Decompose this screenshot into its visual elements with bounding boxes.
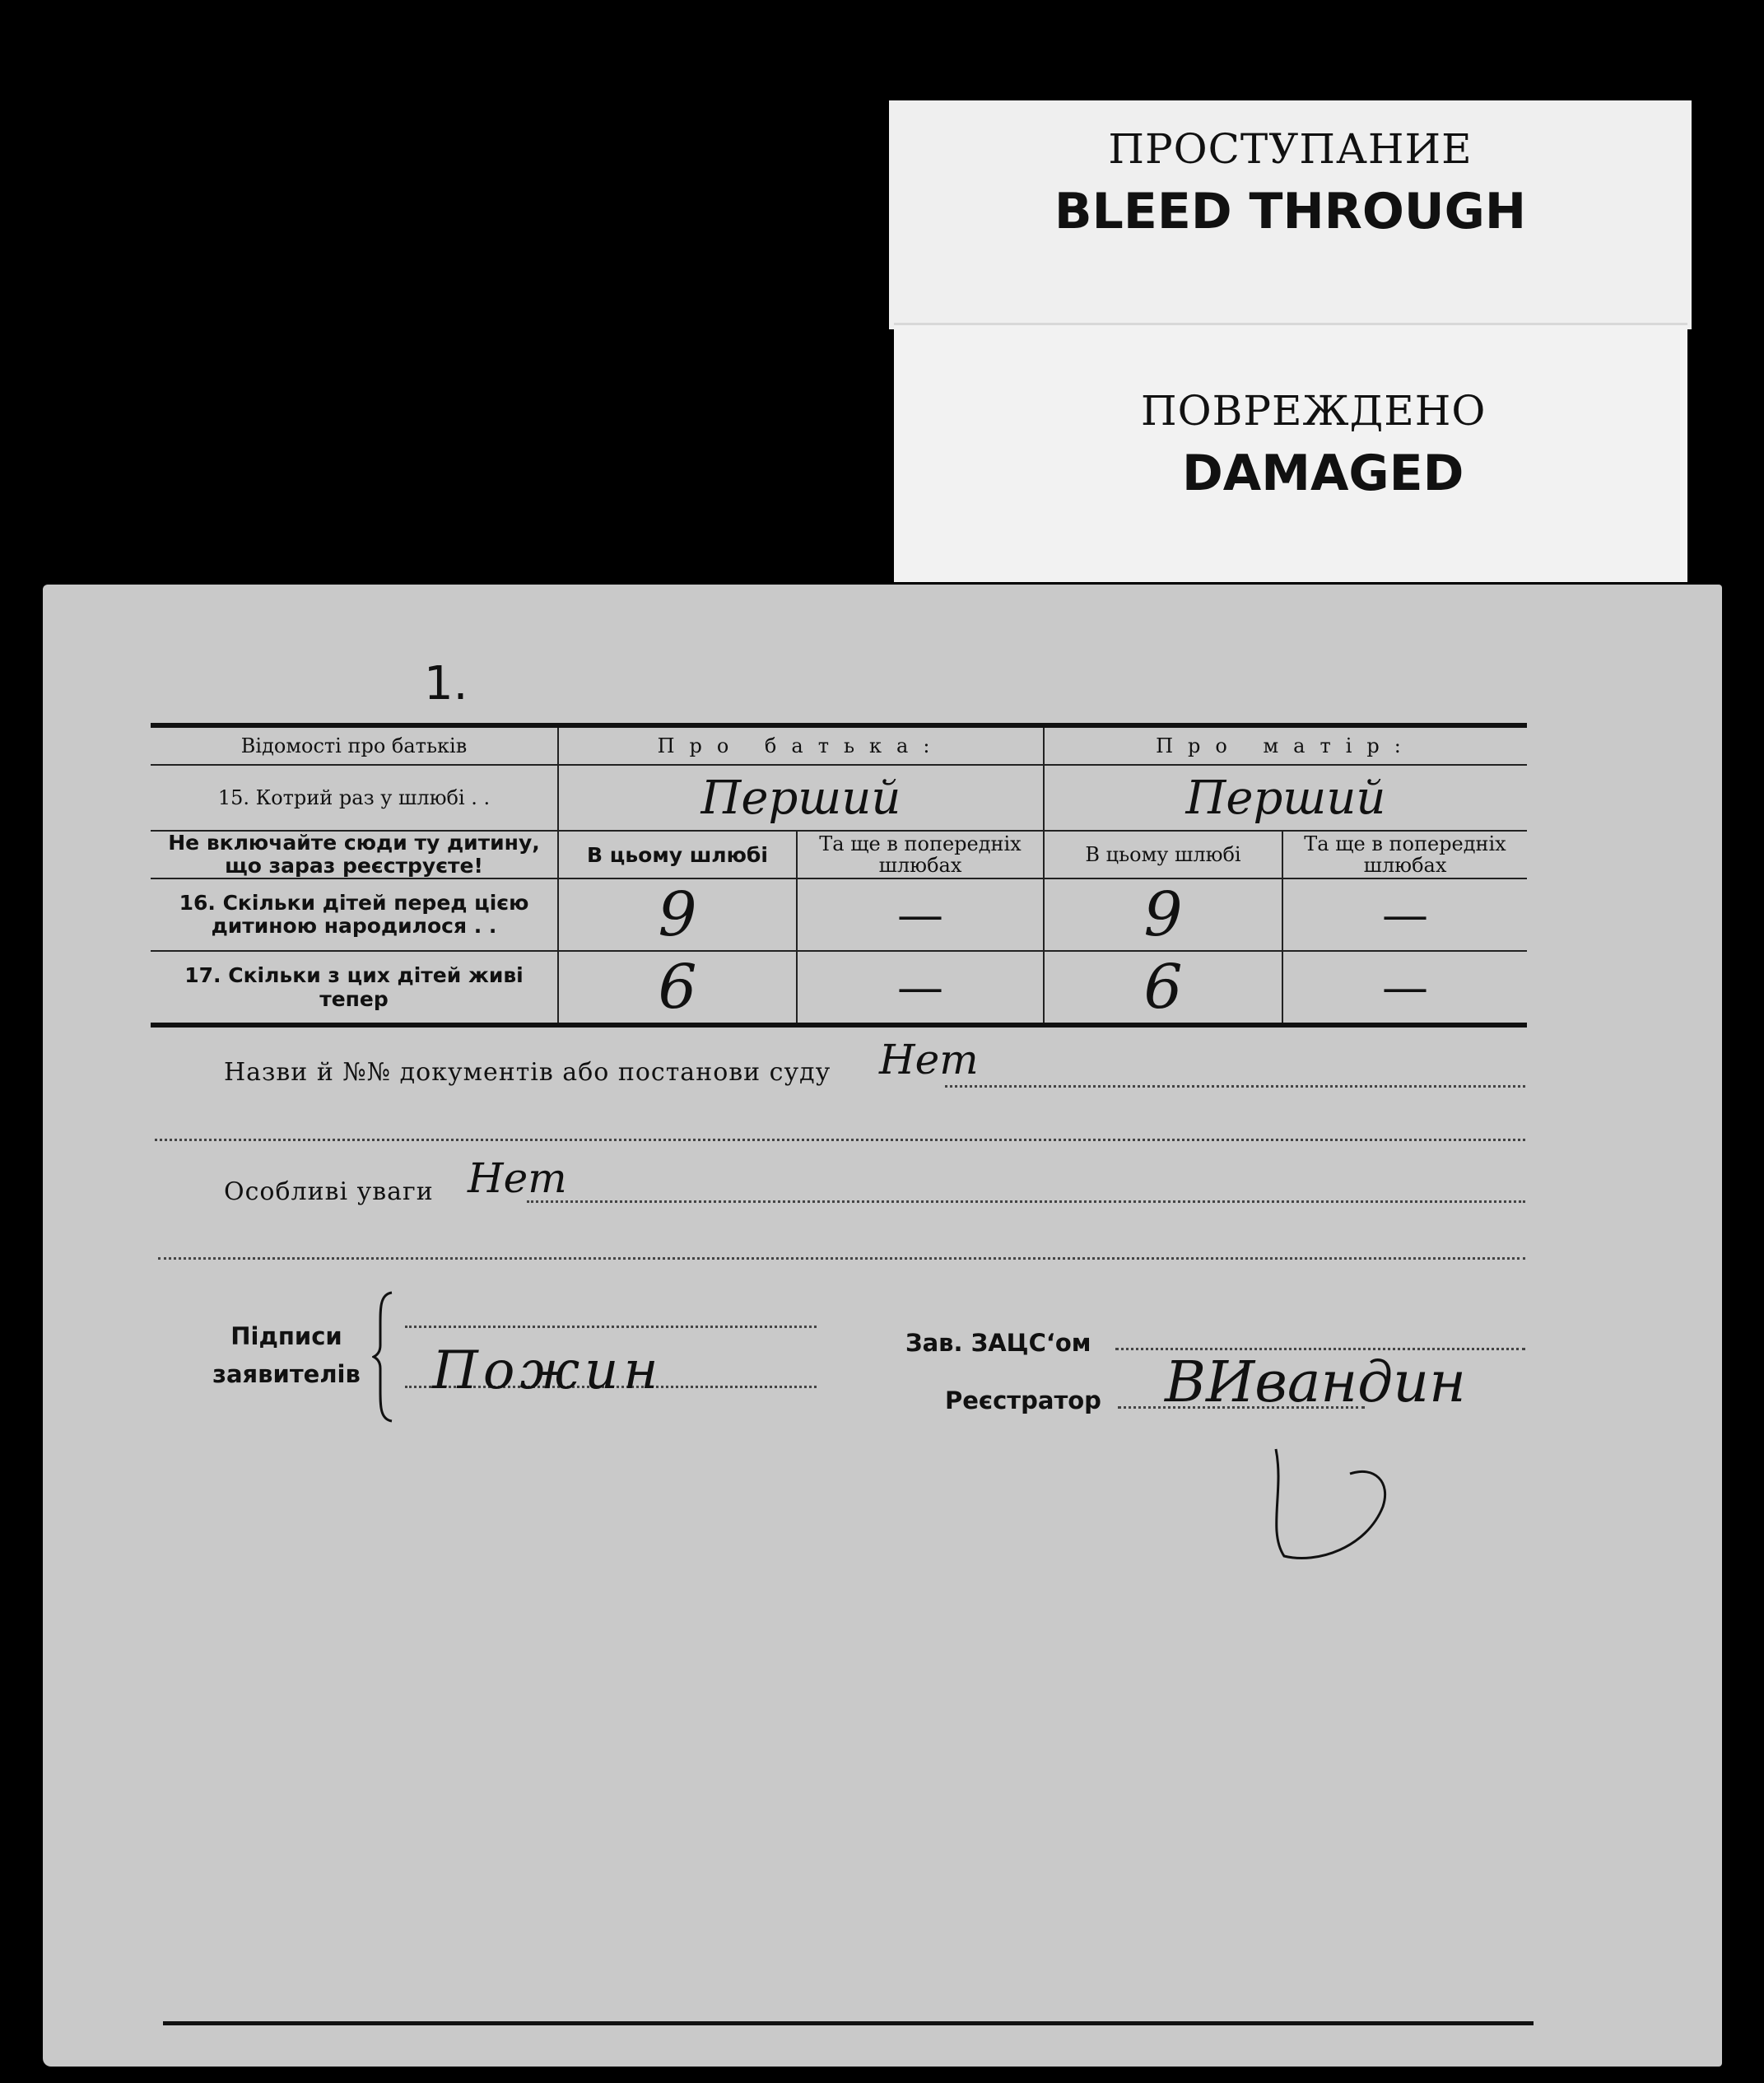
row16-father-prev: — [897,888,943,942]
row15-mother-value: Перший [1185,771,1386,825]
row17-father-prev: — [897,960,943,1014]
row16-mother-prev: — [1382,888,1428,942]
row16-father-this: 9 [658,879,697,950]
note-label-line2: що зараз реєструєте! [225,854,483,878]
brace-icon [372,1291,397,1423]
signature-flourish-icon [1251,1433,1399,1564]
registrar-signature: ВИвандин [1165,1350,1466,1415]
mother-previous-header-line2: шлюбах [1363,854,1447,877]
bleed-through-target-card [889,100,1692,329]
header-mother: Про матір: [1044,725,1527,765]
damaged-ru: ПОВРЕЖДЕНО [1141,387,1487,435]
applicants-signatures-label [212,1317,361,1393]
row17-label: 17. Скільки з цих дітей живі тепер [151,951,558,1025]
row16-mother-this: 9 [1143,879,1183,950]
row16-label-line1: 16. Скільки дітей перед цією [179,891,529,915]
bleed-through-en: BLEED THROUGH [1054,183,1527,240]
documents-dotted-line-2 [155,1139,1525,1141]
applicant-signature: Пожин [432,1340,663,1401]
header-father: Про батька: [558,725,1044,765]
father-previous-header-line1: Та ще в попередніх [819,832,1022,855]
bottom-rule [163,2021,1534,2025]
damaged-target-card [894,323,1687,582]
row17-mother-this: 6 [1143,952,1183,1023]
notes-value: Нет [468,1154,567,1202]
header-parents-info: Відомості про батьків [151,725,558,765]
applicants-label-line2: заявителів [212,1360,361,1388]
row15-father-value: Перший [700,771,901,825]
mother-this-marriage-header: В цьому шлюбі [1044,831,1282,878]
mother-previous-header-line1: Та ще в попередніх [1304,832,1506,855]
documents-value: Нет [879,1036,979,1083]
row17-father-this: 6 [658,952,697,1023]
documents-label: Назви й №№ документів або постанови суду [224,1058,831,1087]
applicants-label-line1: Підписи [230,1322,342,1350]
father-this-marriage-header: В цьому шлюбі [558,831,797,878]
registrar-label: Реєстратор [945,1386,1101,1414]
page-mark: 1. [424,657,468,711]
row15-label: 15. Котрий раз у шлюбі . . [151,765,558,831]
zags-head-label: Зав. ЗАЦС‘ом [905,1329,1091,1357]
documents-dotted-line [945,1085,1525,1088]
applicant-signature-line-1 [405,1326,817,1328]
damaged-en: DAMAGED [1182,445,1464,502]
notes-dotted-line [527,1200,1525,1203]
parents-info-table [151,723,1527,1028]
notes-dotted-line-2 [158,1257,1525,1260]
notes-label: Особливі уваги [224,1177,434,1206]
note-label-line1: Не включайте сюди ту дитину, [168,831,540,855]
bleed-through-ru: ПРОСТУПАНИЕ [1108,125,1473,173]
row17-mother-prev: — [1382,960,1428,1014]
row16-label-line2: дитиною народилося . . [211,914,497,938]
father-previous-header-line2: шлюбах [878,854,962,877]
